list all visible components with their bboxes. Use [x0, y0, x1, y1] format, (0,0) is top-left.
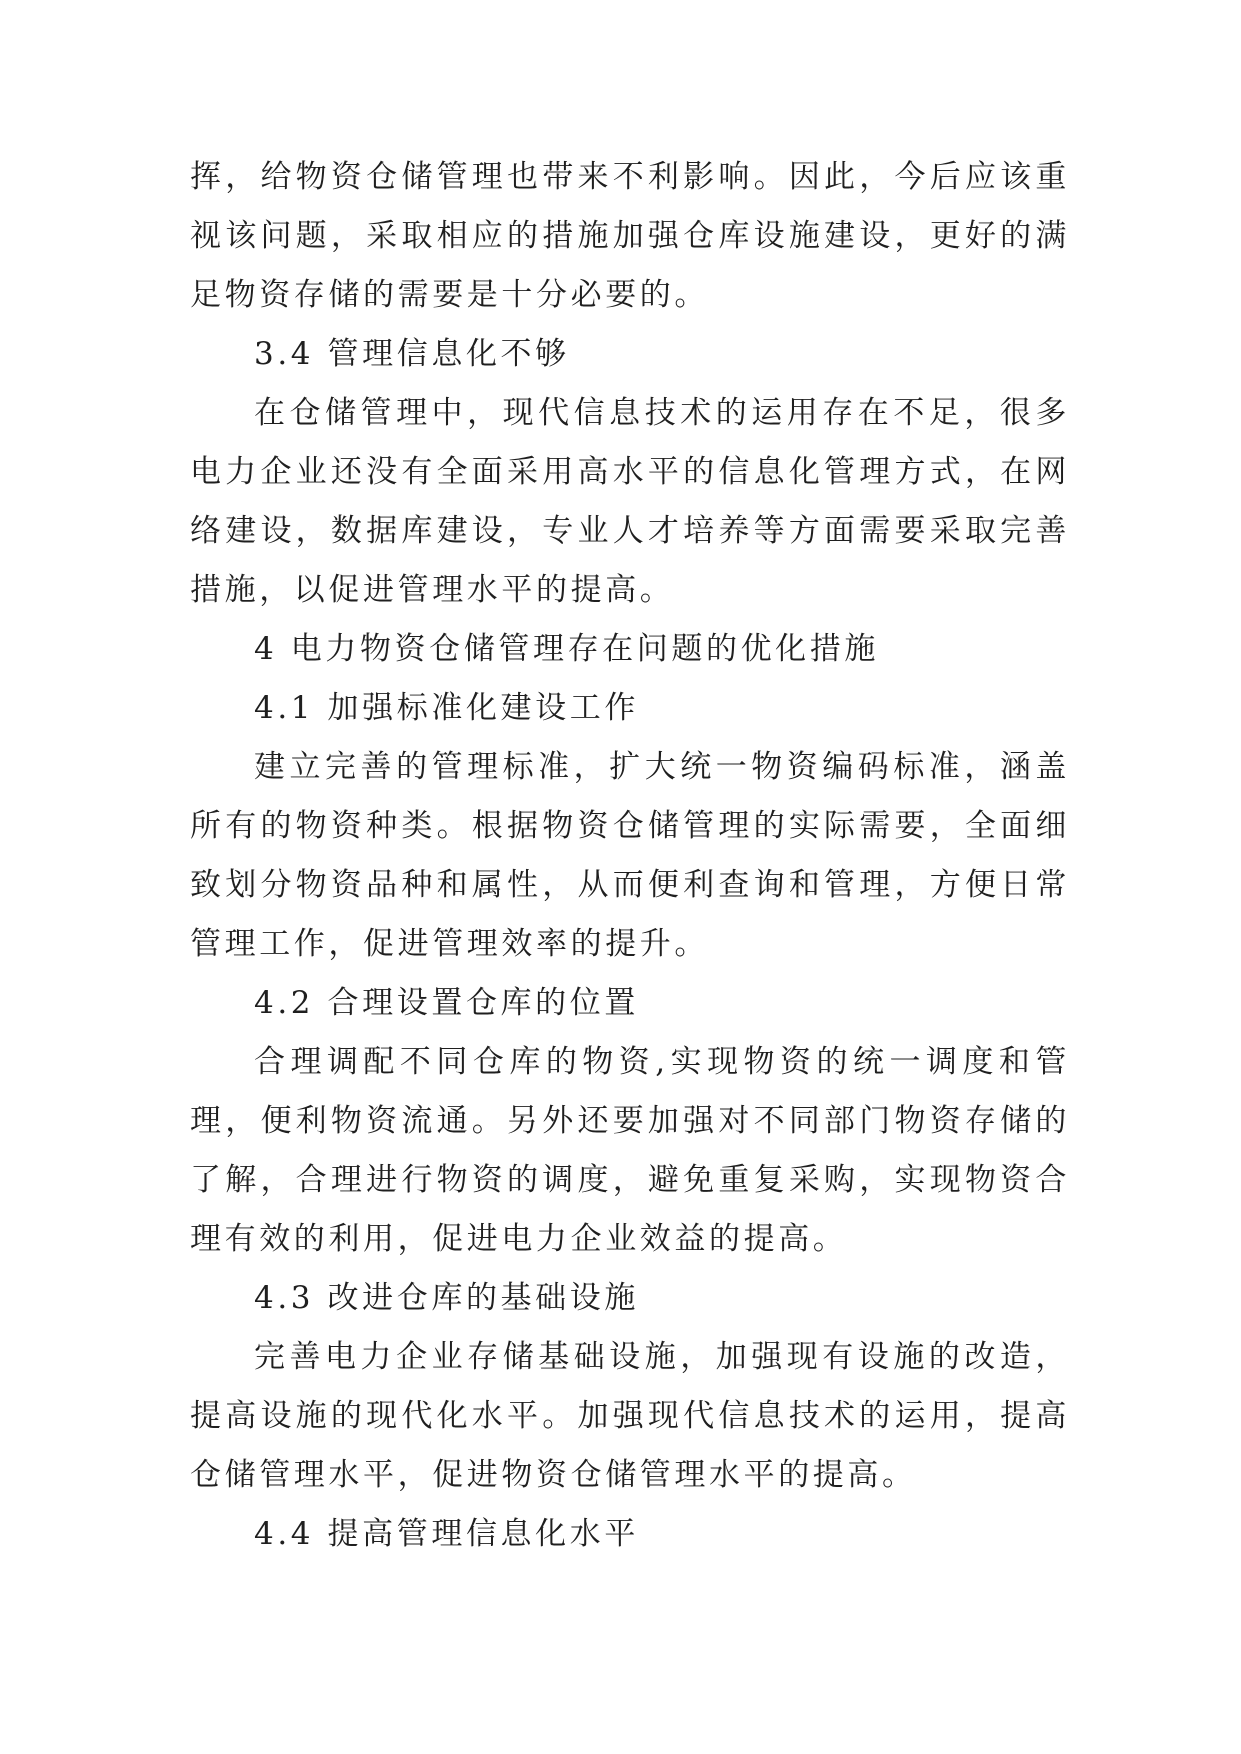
section-heading-4-3: 4.3 改进仓库的基础设施 [254, 1280, 639, 1316]
paragraph-3-4: 在仓储管理中，现代信息技术的运用存在不足，很多电力企业还没有全面采用高水平的信息化管理方式，在网络建设，数据库建设，专业人才培养等方面需要采取完善措施，以促进管理水平的提高。 [190, 395, 1070, 608]
section-heading-3-4: 3.4 管理信息化不够 [254, 336, 570, 372]
section-heading-4: 4 电力物资仓储管理存在问题的优化措施 [254, 631, 879, 667]
paragraph-continuation: 挥，给物资仓储管理也带来不利影响。因此，今后应该重视该问题，采取相应的措施加强仓库设施建设，更好的满足物资存储的需要是十分必要的。 [190, 159, 1070, 313]
document-body [190, 148, 1070, 1564]
section-heading-4-4: 4.4 提高管理信息化水平 [254, 1516, 639, 1552]
paragraph-4-1: 建立完善的管理标准，扩大统一物资编码标准，涵盖所有的物资种类。根据物资仓储管理的实际需要，全面细致划分物资品种和属性，从而便利查询和管理，方便日常管理工作，促进管理效率的提升。 [190, 749, 1070, 962]
paragraph-4-3: 完善电力企业存储基础设施，加强现有设施的改造，提高设施的现代化水平。加强现代信息技术的运用，提高仓储管理水平，促进物资仓储管理水平的提高。 [190, 1339, 1070, 1493]
paragraph-4-2: 合理调配不同仓库的物资,实现物资的统一调度和管理，便利物资流通。另外还要加强对不同部门物资存储的了解，合理进行物资的调度，避免重复采购，实现物资合理有效的利用，促进电力企业效益的提高。 [190, 1044, 1070, 1257]
section-heading-4-2: 4.2 合理设置仓库的位置 [254, 985, 639, 1021]
section-heading-4-1: 4.1 加强标准化建设工作 [254, 690, 639, 726]
